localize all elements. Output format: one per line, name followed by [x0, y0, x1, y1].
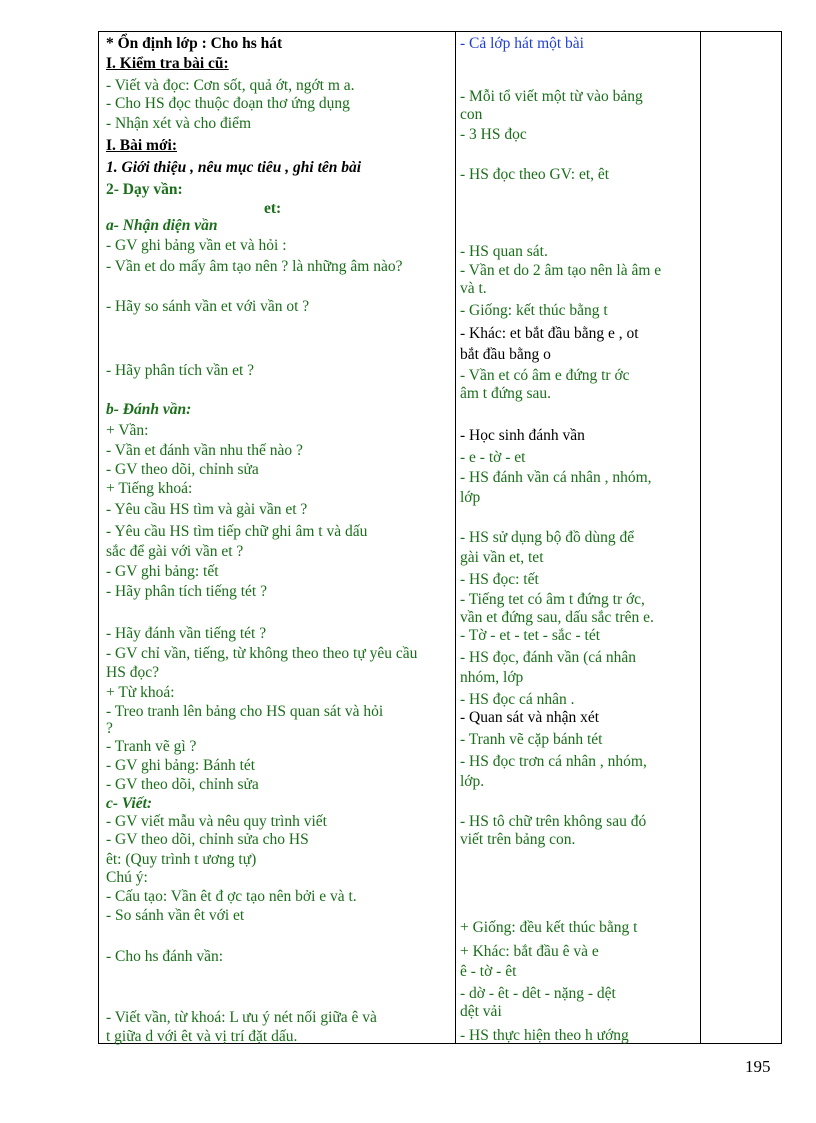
page-number: 195 [745, 1057, 771, 1076]
teacher-activity-line: - Hãy đánh vần tiếng tét ? [106, 625, 267, 642]
teacher-activity-line: - GV theo dõi, chỉnh sửa [106, 461, 259, 478]
teacher-activity-line: - GV ghi bảng: tết [106, 563, 219, 580]
student-activity-line: + Giống: đều kết thúc bằng t [460, 919, 638, 936]
student-activity-line: - HS đọc, đánh vần (cá nhân [460, 649, 637, 666]
teacher-activity-line: - Treo tranh lên bảng cho HS quan sát và hỏi [106, 703, 384, 720]
student-activity-line: âm t đứng sau. [460, 385, 552, 402]
teacher-activity-line: - GV ghi bảng vần et và hỏi : [106, 237, 287, 254]
teacher-activity-line: - Hãy phân tích tiếng tét ? [106, 583, 267, 600]
teacher-activity-line: - Nhận xét và cho điểm [106, 115, 252, 132]
student-activity-line: viết trên bảng con. [460, 831, 576, 848]
teacher-activity-line: - So sánh vần êt với et [106, 907, 245, 924]
teacher-activity-line: - Yêu cầu HS tìm tiếp chữ ghi âm t và dấu [106, 523, 368, 540]
teacher-activity-line: et: [264, 200, 282, 217]
student-activity-line: - Mỗi tổ viết một từ vào bảng [460, 88, 643, 105]
teacher-activity-line: t giữa d với êt và vị trí đặt dấu. [106, 1028, 298, 1045]
teacher-activity-line: HS đọc? [106, 664, 159, 681]
student-activity-line: lớp [460, 489, 481, 506]
student-activity-line: dệt vải [460, 1003, 502, 1020]
teacher-activity-line: - Vần et đánh vần nhu thế nào ? [106, 442, 303, 459]
student-activity-line: - Học sinh đánh vần [460, 427, 585, 444]
student-activity-line: - Vần et có âm e đứng tr ớc [460, 367, 630, 384]
student-activity-line: - Vần et do 2 âm tạo nên là âm e [460, 262, 662, 279]
student-activity-line: - HS tô chữ trên không sau đó [460, 813, 647, 830]
teacher-activity-line: - Viết và đọc: Cơn sốt, quả ớt, ngớt m a. [106, 77, 355, 94]
teacher-activity-line: c- Viết: [106, 795, 153, 812]
student-activity-line: lớp. [460, 773, 485, 790]
teacher-activity-line: Chú ý: [106, 869, 148, 886]
student-activity-line: - Quan sát và nhận xét [460, 709, 600, 726]
teacher-activity-line: I. Kiểm tra bài cũ: [106, 55, 229, 72]
student-activity-line: - Giống: kết thúc bằng t [460, 302, 608, 319]
student-activity-line: - Khác: et bắt đầu bằng e , ot [460, 325, 639, 342]
teacher-activity-line: ? [106, 720, 113, 737]
student-activity-line: gài vần et, tet [460, 549, 544, 566]
student-activity-line: - 3 HS đọc [460, 126, 527, 143]
teacher-activity-line: 2- Dạy vần: [106, 181, 183, 198]
student-activity-line: + Khác: bắt đầu ê và e [460, 943, 599, 960]
student-activity-line: - HS sử dụng bộ đồ dùng để [460, 529, 635, 546]
student-activity-line: - Tranh vẽ cặp bánh tét [460, 731, 603, 748]
teacher-activity-line: 1. Giới thiệu , nêu mục tiêu , ghi tên bài [106, 159, 362, 176]
teacher-activity-line: + Vần: [106, 422, 149, 439]
teacher-activity-line: - GV theo dõi, chỉnh sửa cho HS [106, 831, 309, 848]
student-activity-line: - dờ - êt - dêt - nặng - dệt [460, 985, 616, 1002]
student-activity-line: - HS đọc: tết [460, 571, 539, 588]
student-activity-line: - Cả lớp hát một bài [460, 35, 584, 52]
teacher-activity-line: - Yêu cầu HS tìm và gài vần et ? [106, 501, 308, 518]
teacher-activity-line: - Cho HS đọc thuộc đoạn thơ ứng dụng [106, 95, 350, 112]
teacher-activity-line: - GV viết mẫu và nêu quy trình viết [106, 813, 327, 830]
student-activity-line: bắt đầu bằng o [460, 346, 551, 363]
student-activity-line: - Tờ - et - tet - sắc - tét [460, 627, 601, 644]
student-activity-line: - HS thực hiện theo h ướng [460, 1027, 629, 1044]
teacher-activity-line: + Từ khoá: [106, 684, 175, 701]
student-activity-line: - HS đọc cá nhân . [460, 691, 575, 708]
student-activity-line: vần et đứng sau, dấu sắc trên e. [460, 609, 654, 626]
teacher-activity-line: - Viết vần, từ khoá: L ưu ý nét nối giữa ê và [106, 1009, 377, 1026]
teacher-activity-line: a- Nhận diện vần [106, 217, 218, 234]
teacher-activity-line: - GV chỉ vần, tiếng, từ không theo theo tự yêu cầu [106, 645, 418, 662]
teacher-activity-line: - Hãy so sánh vần et với vần ot ? [106, 298, 310, 315]
teacher-activity-line: + Tiếng khoá: [106, 480, 193, 497]
column-divider [455, 31, 456, 1044]
student-activity-line: - Tiếng tet có âm t đứng tr ớc, [460, 591, 645, 608]
teacher-activity-line: - Hãy phân tích vần et ? [106, 362, 255, 379]
teacher-activity-line: - GV theo dõi, chỉnh sửa [106, 776, 259, 793]
student-activity-line: ê - tờ - êt [460, 963, 517, 980]
column-divider [700, 31, 701, 1044]
teacher-activity-line: I. Bài mới: [106, 137, 178, 154]
teacher-activity-line: - Vần et do mấy âm tạo nên ? là những âm nào? [106, 258, 403, 275]
student-activity-line: con [460, 106, 483, 123]
teacher-activity-line: sắc để gài với vần et ? [106, 543, 244, 560]
student-activity-line: - HS đọc trơn cá nhân , nhóm, [460, 753, 647, 770]
student-activity-line: nhóm, lớp [460, 669, 524, 686]
student-activity-line: - HS quan sát. [460, 243, 548, 260]
student-activity-line: - HS đánh vần cá nhân , nhóm, [460, 469, 652, 486]
student-activity-line: - HS đọc theo GV: et, êt [460, 166, 610, 183]
student-activity-line: - e - tờ - et [460, 449, 526, 466]
teacher-activity-line: êt: (Quy trình t ương tự) [106, 851, 257, 868]
teacher-activity-line: - Tranh vẽ gì ? [106, 738, 197, 755]
teacher-activity-line: - Cấu tạo: Vần êt đ ợc tạo nên bởi e và t. [106, 888, 357, 905]
teacher-activity-line: b- Đánh vần: [106, 401, 192, 418]
teacher-activity-line: * Ổn định lớp : Cho hs hát [106, 35, 283, 52]
student-activity-line: và t. [460, 280, 487, 297]
teacher-activity-line: - Cho hs đánh vần: [106, 948, 224, 965]
teacher-activity-line: - GV ghi bảng: Bánh tét [106, 757, 256, 774]
